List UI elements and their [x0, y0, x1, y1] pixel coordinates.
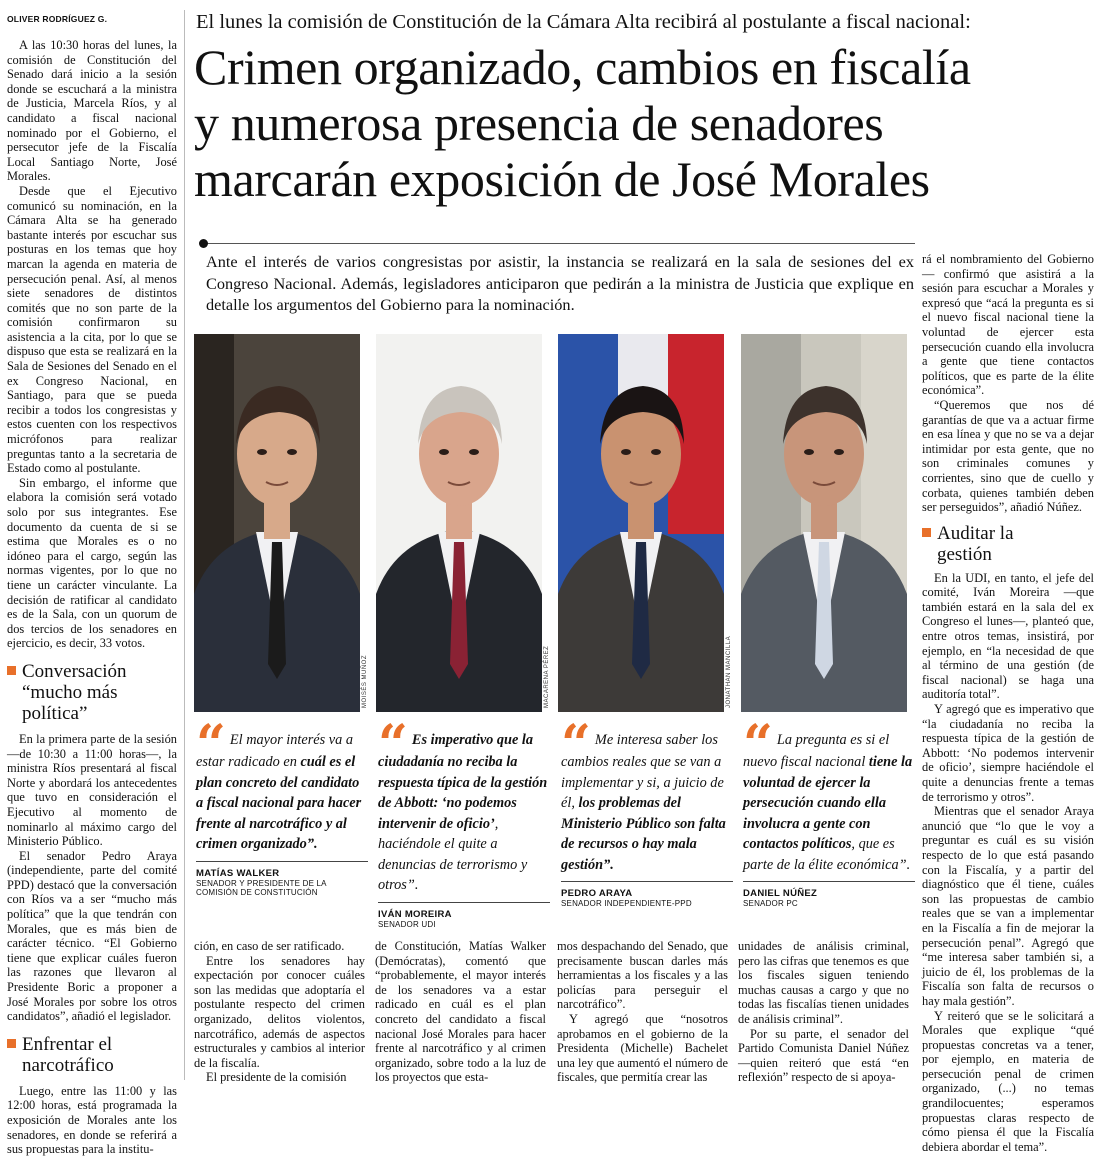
subhead-enfrentar: Enfrentar el narcotráfico [7, 1034, 177, 1076]
orange-square-bullet [7, 1039, 16, 1048]
paragraph: “Queremos que nos dé garantías de que va a actuar firme en esa línea y que no se va a dejar intimidar por esta gente, que no son criminales comunes y corrientes, sino que de cuello y corbata, quienes también deben ser perseguidos”, añadió Núñez. [922, 397, 1094, 515]
paragraph: mos despachando del Senado, que precisamente buscan darles más herramientas a los fiscales y a las policías para perseguir el narcotráfico”. [557, 939, 728, 1012]
paragraph: Desde que el Ejecutivo comunicó su nominación, en la Cámara Alta se ha generado bastante interés por escuchar sus posturas en los temas que hoy marcan la agenda en materia de persecución penal. Así, al menos siete senadores de distintos comités que no son parte de la comisión confirmaron su asistencia a la cita, por lo que se dispuso que esta se realizará en la Sala de Sesiones del Senado en el ex Congreso Nacional, en Santiago, para que se pueda recibir a todos los congresistas y estos cuenten con los respectivos micrófonos para realizar preguntas tanto a la secretaria de Estado como al postulante. [7, 183, 177, 476]
senator-photo [194, 334, 360, 712]
subhead-auditar: Auditar la gestión [922, 523, 1094, 565]
paragraph: Por su parte, el senador del Partido Comunista Daniel Núñez —quien reiteró que está “en reflexión” respecto de si apoya- [738, 1026, 909, 1085]
bottom-column-1 [194, 939, 365, 1085]
quote-speaker-name: PEDRO ARAYA [561, 888, 633, 899]
byline: OLIVER RODRÍGUEZ G. [7, 14, 108, 24]
headline-line-2: y numerosa presencia de senadores [194, 95, 884, 151]
quote-mark-icon: “ [196, 714, 226, 775]
photo-credit: JONATHAN MANCILLA [726, 635, 732, 708]
pull-quote [196, 714, 368, 898]
paragraph: ción, en caso de ser ratificado. [194, 939, 345, 953]
paragraph: El senador Pedro Araya (independiente, parte del comité PPD) destacó que la conversación con Ríos va a ser “mucho más política” que la que tendrán con Morales, que es más bien de carácter técnico. “El Gobierno tiene que explicar cuáles fueron las razones que llevaron al Presidente Boric a proponer a José Morales por sobre los otros candidatos”, añadió el legislador. [7, 848, 177, 1024]
bottom-column-2 [375, 939, 546, 1085]
kicker: El lunes la comisión de Constitución de la Cámara Alta recibirá al postulante a fiscal nacional: [196, 11, 971, 33]
pull-quote [561, 714, 733, 909]
bottom-column-4 [738, 939, 909, 1085]
headline-line-1: Crimen organizado, cambios en fiscalía [194, 39, 971, 95]
senator-photo [558, 334, 724, 712]
pull-quote [743, 714, 915, 909]
headline-line-3: marcarán exposición de José Morales [194, 151, 930, 207]
right-column [922, 252, 1094, 1154]
paragraph: Luego, entre las 11:00 y las 12:00 horas, está programada la exposición de Morales ante los senadores, en donde se referirá a sus propuestas para la institu- [7, 1083, 177, 1157]
quote-text: “ El mayor interés va a estar radicado en cuál es el plan concreto del candidato a fiscal nacional para hacer frente al narcotráfico y al crimen organizado”. [196, 714, 362, 852]
paragraph: En la UDI, en tanto, el jefe del comité, Iván Moreira —que también estará en la sala del ex Congreso el lunes—, planteó que, entre otros temas, insistirá, por ejemplo, en “la necesidad de que al término de una gestión (de fiscal nacional) se haga una auditoría total”. [922, 570, 1094, 702]
subhead-conversacion: Conversación “mucho más política” [7, 661, 177, 724]
quote-speaker-name: DANIEL NÚÑEZ [743, 888, 818, 899]
orange-square-bullet [7, 666, 16, 675]
lead-bullet-dot [199, 239, 208, 248]
bottom-column-3 [557, 939, 728, 1085]
paragraph: Y agregó que “nosotros aprobamos en el gobierno de la Presidenta (Michelle) Bachelet una ley que aumentó el número de fiscales, que permitía crear las [557, 1011, 728, 1085]
quote-speaker-role: SENADOR UDI [378, 919, 436, 929]
quote-text: “ Me interesa saber los cambios reales que se van a implementar y si, a juicio de él, los problemas del Ministerio Público son falta de recursos o hay mala gestión”. [561, 714, 726, 873]
paragraph: Sin embargo, el informe que elabora la comisión será votado solo por sus integrantes. Ese documento da cuenta de si se estima que Morales es o no idóneo para el cargo, según las normas vigentes, por lo que no tiene un carácter vinculante. La decisión de ratificar al candidato es de la Sala, con un quorum de dos tercios de los senadores en ejercicio, es decir, 33 votos. [7, 475, 177, 651]
paragraph: El presidente de la comisión [206, 1070, 347, 1085]
senator-photo [741, 334, 907, 712]
quote-mark-icon: “ [743, 714, 773, 775]
paragraph: rá el nombramiento del Gobierno— confirmó que asistirá a la sesión para escuchar a Morales y expresó que “acá la pregunta es si el nuevo fiscal nacional tiene la voluntad de ejercer esta persecución cuando ella involucra a gente que tiene contactos políticos, que es parte de la élite económica”. [922, 252, 1094, 398]
paragraph: En la primera parte de la sesión —de 10:30 a 11:00 horas—, la ministra Ríos presentará al fiscal Norte y abordará los antecedentes que tuvo en consideración el Ejecutivo al momento de nominarlo al máximo cargo del Ministerio Público. [7, 731, 177, 849]
quote-speaker-name: IVÁN MOREIRA [378, 908, 452, 920]
paragraph: A las 10:30 horas del lunes, la comisión de Constitución del Senado dará inicio a la sesión donde se escuchará a la ministra de Justicia, Marcela Ríos, y al candidato a fiscal nacional nominado por el Gobierno, el persecutor jefe de la Fiscalía Local Santiago Norte, José Morales. [7, 38, 177, 184]
quote-speaker-role: SENADOR INDEPENDIENTE-PPD [561, 899, 692, 908]
quote-text: “ Es imperativo que la ciudadanía no reciba la respuesta típica de la gestión de Abbott: ‘no podemos intervenir de oficio’, haciéndole el quite a denuncias de terrorismo y otros”. [378, 714, 548, 893]
quote-speaker-role: SENADOR PC [743, 899, 798, 908]
quote-text: “ La pregunta es si el nuevo fiscal nacional tiene la voluntad de ejercer la persecución cuando ella involucra a gente con contactos políticos, que es parte de la élite económica”. [743, 714, 913, 873]
quote-mark-icon: “ [561, 714, 591, 775]
orange-square-bullet [922, 528, 931, 537]
paragraph: unidades de análisis criminal, pero las cifras que tenemos es que los fiscales siguen teniendo muchas causas a cargo y que no todas las fiscalías tienen unidades de análisis criminal”. [738, 939, 909, 1026]
quote-speaker-role: SENADOR Y PRESIDENTE DE LA COMISIÓN DE CONSTITUCIÓN [196, 878, 327, 897]
quote-speaker-name: MATÍAS WALKER [196, 867, 280, 879]
paragraph: Y reiteró que se le solicitará a Morales que explique “qué propuestas concretas va a tener, por ejemplo, en materia de persecución penal de crimen organizado, (...) no temas grandilocuentes; esperamos propuestas claras respecto de cómo piensa él que la Fiscalía debiera abordar el tema”. [922, 1008, 1094, 1154]
paragraph: de Constitución, Matías Walker (Demócratas), comentó que “probablemente, el mayor interés de los senadores va a estar radicado en cuál es el plan concreto del candidato a fiscal nacional José Morales para hacer frente al narcotráfico y al crimen organizado, sobre todo a la luz de los proyectos que esta- [375, 939, 546, 1085]
left-column [7, 38, 177, 1157]
pull-quote [378, 714, 550, 929]
photo-credit: MOISÉS MUÑOZ [362, 654, 368, 708]
lead-paragraph: Ante el interés de varios congresistas por asistir, la instancia se realizará en la sala de sesiones del ex Congreso Nacional. Además, legisladores anticiparon que pedirán a la ministra de Justicia que explique en detalle los argumentos del Gobierno para la nominación. [206, 252, 914, 314]
paragraph: Entre los senadores hay expectación por conocer cuáles son las medidas que adoptaría el postulante respecto del crimen organizado, delitos violentos, narcotráfico, además de aspectos estructurales y cambios al interior de la fiscalía. [194, 953, 365, 1070]
paragraph: Y agregó que es imperativo que “la ciudadanía no reciba la respuesta típica de la gestión de Abbott: ‘No podemos intervenir de oficio’, siempre haciéndole el quite a denuncias frente a temas de terrorismo y otros”. [922, 702, 1094, 804]
paragraph: Mientras que el senador Araya anunció que “lo que le voy a preguntar es cuál es su visión respecto de lo que está pasando con la Fiscalía, y a partir del diagnóstico que él tiene, cuáles son las propuestas de cambio reales que se van a implementar en la Fiscalía a fin de mejorar la persecución penal”. Agregó que “me interesa saber también si, a juicio de él, los problemas de la Fiscalía son falta de recursos o hay mala gestión”. [922, 804, 1094, 1008]
senator-photo [376, 334, 542, 712]
photo-credit: MACARENA PÉREZ [544, 645, 550, 708]
quote-mark-icon: “ [378, 714, 408, 775]
